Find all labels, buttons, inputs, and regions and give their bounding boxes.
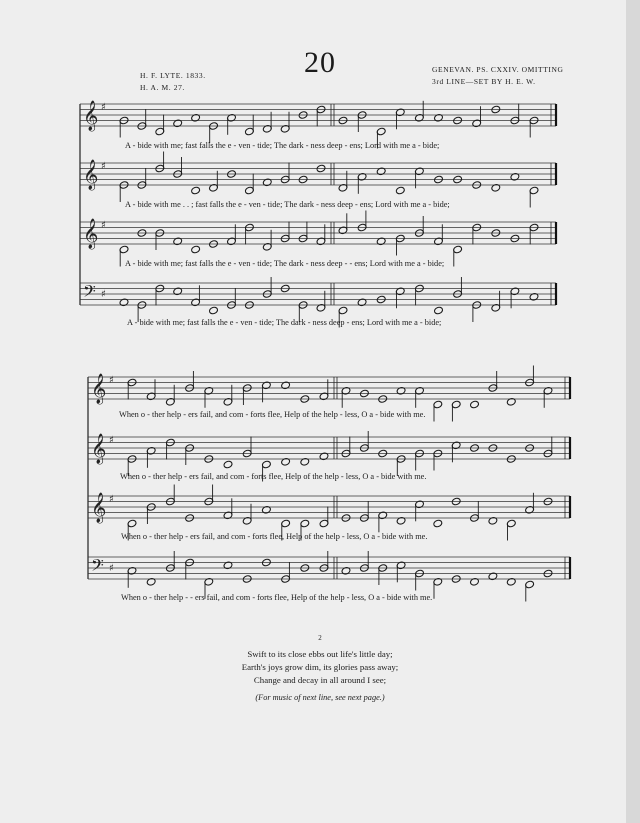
verse-line: Swift to its close ebbs out life's little day; xyxy=(247,649,393,659)
sharp-icon: ♯ xyxy=(109,563,114,574)
verse-line: Earth's joys grow dim, its glories pass away; xyxy=(241,662,399,672)
treble-clef-icon: 𝄞 xyxy=(83,219,99,249)
author-line: H. F. LYTE. 1833. xyxy=(140,71,206,80)
verse-number: 2 xyxy=(318,634,322,642)
treble-clef-icon: 𝄞 xyxy=(83,160,99,190)
lyric-line: A - bide with me; fast falls the e - ven - tide; The dark - ness deep - - ens; Lord with me a - bide; xyxy=(125,259,445,268)
continuation-note: (For music of next line, see next page.) xyxy=(255,693,385,702)
bass-clef-icon: 𝄢 xyxy=(83,281,96,305)
note-head xyxy=(191,245,201,254)
note-head xyxy=(191,186,201,195)
note-head xyxy=(209,306,219,315)
note-head xyxy=(223,460,233,469)
sharp-icon: ♯ xyxy=(109,435,114,446)
sharp-icon: ♯ xyxy=(101,289,106,300)
arrangement-line: 3rd LINE—SET BY H. E. W. xyxy=(432,77,536,86)
sharp-icon: ♯ xyxy=(101,102,106,113)
hymn-number: 20 xyxy=(304,46,336,79)
sharp-icon: ♯ xyxy=(101,161,106,172)
lyric-line: A - bide with me; fast falls the e - ven - tide; The dark - ness deep - ens; Lord with me a - bide; xyxy=(127,318,442,327)
tune-line: GENEVAN. PS. CXXIV. OMITTING xyxy=(432,65,564,74)
reference-line: H. A. M. 27. xyxy=(140,83,185,92)
sharp-icon: ♯ xyxy=(109,494,114,505)
lyric-line: When o - ther help - ers fail, and com - forts flee, Help of the help - less, O a - bide with me. xyxy=(121,532,428,541)
treble-clef-icon: 𝄞 xyxy=(91,374,107,404)
note-head xyxy=(395,186,405,195)
treble-clef-icon: 𝄞 xyxy=(91,493,107,523)
lyric-line: A - bide with me; fast falls the e - ven - tide; The dark - ness deep - ens; Lord with me a - bide; xyxy=(125,141,440,150)
lyric-line: When o - ther help - ers fail, and com - forts flee, Help of the help - less, O a - bide with me. xyxy=(119,410,426,419)
note-head xyxy=(433,519,443,528)
lyric-line: A - bide with me . . ; fast falls the e - ven - tide; The dark - ness deep - ens; Lord with me a - bide; xyxy=(125,200,450,209)
verse-line: Change and decay in all around I see; xyxy=(253,675,387,685)
sharp-icon: ♯ xyxy=(101,220,106,231)
note-head xyxy=(434,306,444,315)
note-head xyxy=(470,400,480,409)
verse-block xyxy=(0,632,640,704)
lyric-line: When o - ther help - - ers fail, and com - forts flee, Help of the help - less, O a - bide with me. xyxy=(121,593,433,602)
bass-clef-icon: 𝄢 xyxy=(91,555,104,579)
lyric-line: When o - ther help - ers fail, and com - forts flee, Help of the help - less, O a - bide with me. xyxy=(120,472,427,481)
sharp-icon: ♯ xyxy=(109,375,114,386)
treble-clef-icon: 𝄞 xyxy=(83,101,99,131)
treble-clef-icon: 𝄞 xyxy=(91,434,107,464)
